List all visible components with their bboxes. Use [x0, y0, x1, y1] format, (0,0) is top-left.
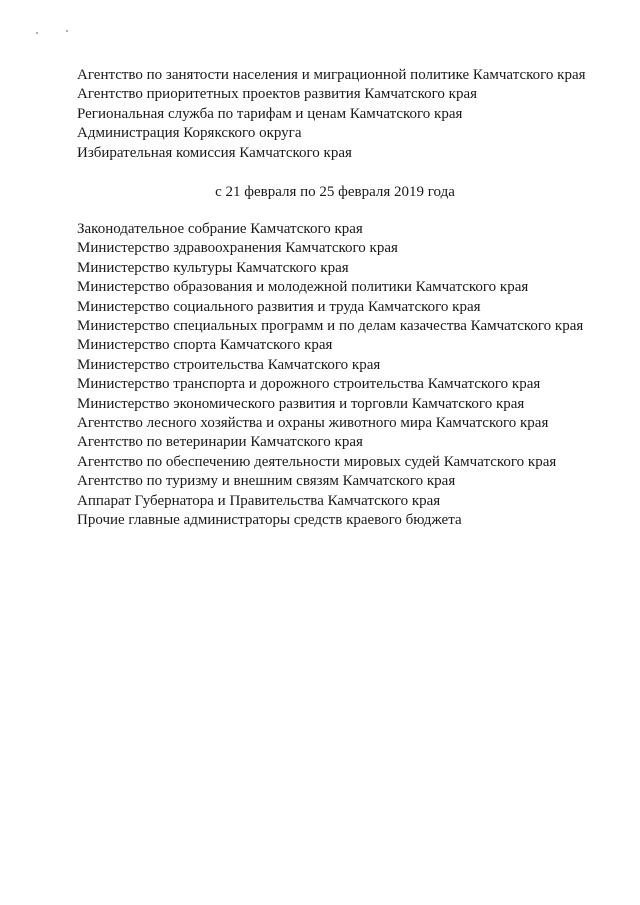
list-item: Агентство лесного хозяйства и охраны животного мира Камчатского края: [77, 415, 549, 432]
list-item: Прочие главные администраторы средств краевого бюджета: [77, 512, 462, 529]
list-item: Министерство здравоохранения Камчатского края: [77, 240, 398, 257]
list-item: Агентство по обеспечению деятельности мировых судей Камчатского края: [77, 453, 557, 470]
list-item: Агентство по ветеринарии Камчатского края: [77, 434, 363, 451]
list-item: Агентство по занятости населения и миграционной политике Камчатского края: [77, 67, 586, 83]
list-item: Агентство приоритетных проектов развития Камчатского края: [77, 86, 477, 103]
list-item: Министерство транспорта и дорожного строительства Камчатского края: [77, 376, 541, 393]
list-item: Министерство социального развития и труда Камчатского края: [77, 298, 481, 315]
list-item: Министерство строительства Камчатского края: [77, 356, 381, 373]
scan-artifact: [36, 30, 76, 36]
list-item: Аппарат Губернатора и Правительства Камчатского края: [77, 492, 441, 509]
list-item: Администрация Корякского округа: [77, 125, 302, 142]
agency-list-bottom: [77, 220, 583, 531]
list-item: Агентство по туризму и внешним связям Камчатского края: [77, 473, 456, 490]
list-item: Министерство экономического развития и торговли Камчатского края: [77, 395, 525, 412]
list-item: Законодательное собрание Камчатского края: [77, 221, 363, 237]
period-heading: с 21 февраля по 25 февраля 2019 года: [215, 184, 455, 200]
list-item: Министерство спорта Камчатского края: [77, 337, 333, 354]
list-item: Министерство специальных программ и по делам казачества Камчатского края: [77, 318, 584, 335]
list-item: Избирательная комиссия Камчатского края: [77, 144, 352, 161]
list-item: Министерство образования и молодежной политики Камчатского края: [77, 279, 529, 296]
agency-list-top: [77, 66, 586, 163]
list-item: Министерство культуры Камчатского края: [77, 259, 349, 276]
list-item: Региональная служба по тарифам и ценам Камчатского края: [77, 105, 463, 122]
